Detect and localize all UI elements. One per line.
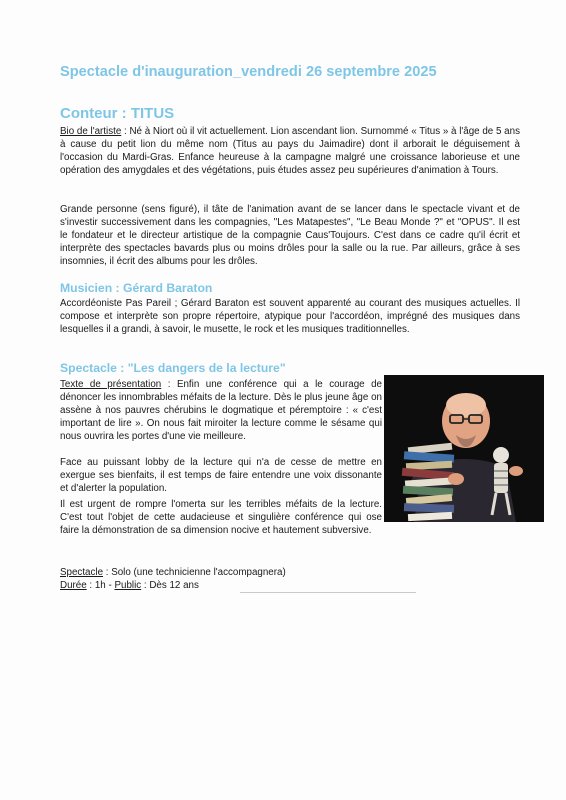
musicien-text: Accordéoniste Pas Pareil ; Gérard Baraton est souvent apparenté au courant des musiques actuelles. Il compose et interprète son propre répertoire, atypique pour l'accordéon, imprégné des musiques dans lesquelles il a grandi, à savoir, le musette, le rock et les musiques traditionnelles. <box>60 298 520 335</box>
bio-label: Bio de l'artiste <box>60 126 122 137</box>
page-title: Spectacle d'inauguration_vendredi 26 septembre 2025 <box>60 64 437 80</box>
duration-public <box>60 579 199 592</box>
spectacle-format-label: Spectacle <box>60 567 104 578</box>
public-value: : Dès 12 ans <box>141 580 199 591</box>
presentation-text: : Enfin une conférence qui a le courage de dénoncer les innombrables méfaits de la lecture. Dès le plus jeune âge on assène à nos pauvres chérubins le dogmatique et péremptoire : « c'est important de lire ». On nous fait miroiter la lecture comme le sésame qui nous ouvrira les portes d'une vie meilleure. <box>60 379 382 442</box>
conteur-heading: Conteur : TITUS <box>60 105 175 122</box>
spectacle-heading: Spectacle : "Les dangers de la lecture" <box>60 361 286 375</box>
performer-photo <box>384 375 544 522</box>
spectacle-format <box>60 566 286 579</box>
duree-value: : 1h - <box>86 580 115 591</box>
presentation-label: Texte de présentation <box>60 379 162 390</box>
spectacle-presentation <box>60 378 382 443</box>
public-label: Public <box>114 580 142 591</box>
spectacle-paragraph-2: Face au puissant lobby de la lecture qui n'a de cesse de mettre en exergue ses bienfaits, il est temps de faire entendre une voix dissonante et d'alerter la population. <box>60 457 382 494</box>
spectacle-paragraph-3: Il est urgent de rompre l'omerta sur les terribles méfaits de la lecture. C'est tout l'objet de cette audacieuse et singulière conférence qui ose faire la démonstration de sa dimension nocive et hautement subversive. <box>60 499 382 536</box>
bio-text: : Né à Niort où il vit actuellement. Lion ascendant lion. Surnommé « Titus » à l'âge de 5 ans à cause du petit lion du même nom (Titus au pays du Jaimadire) dont il arborait le déguisement à l'occasion du Mardi-Gras. Enfance heureuse à la campagne malgré une croissance laborieuse et une opération des amygdales et des végétations, puis études assez peu supérieures d'animation à Tours. <box>60 126 520 176</box>
conteur-bio <box>60 125 520 177</box>
musicien-heading: Musicien : Gérard Baraton <box>60 281 213 295</box>
spectacle-format-value: : Solo (une technicienne l'accompagnera) <box>103 567 286 578</box>
divider-line <box>240 592 416 593</box>
duree-label: Durée <box>60 580 87 591</box>
conteur-paragraph-2: Grande personne (sens figuré), il tâte de l'animation avant de se lancer dans le spectacle vivant et de s'investir successivement dans les compagnies, "Les Matapestes", "Le Beau Monde ?" et "OPUS". Il est le fondateur et le directeur artistique de la compagnie Caus'Toujours. C'est dans ce cadre qu'il écrit et interprète des spectacles bavards plus ou moins drôles pour la salle ou la rue. Par ailleurs, grâce à ses insomnies, il écrit des albums pour les drôles. <box>60 204 520 267</box>
